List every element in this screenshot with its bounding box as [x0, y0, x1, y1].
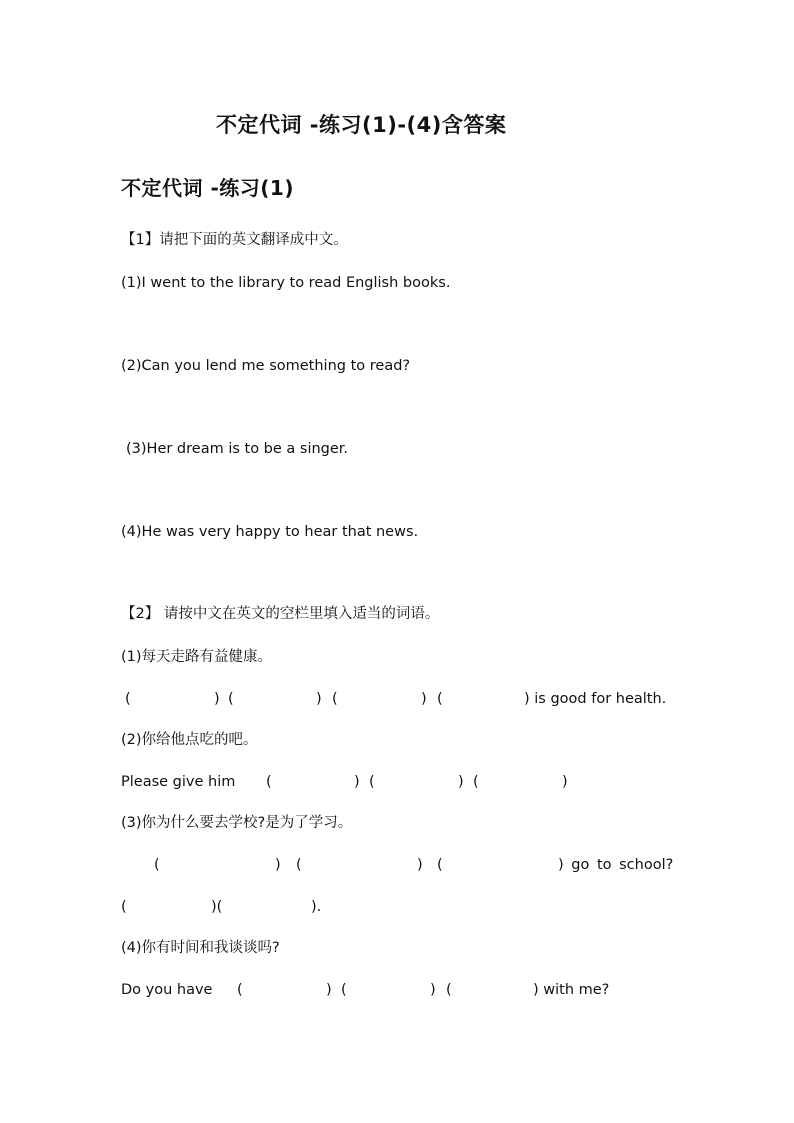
blank-close-paren: )	[421, 691, 427, 707]
q2-item-3-line2-end: ).	[311, 899, 322, 915]
q2-item-2-prefix: Please give him	[121, 774, 236, 790]
document-title: 不定代词 -练习(1)-(4)含答案	[216, 113, 507, 137]
blank-close-paren: )	[316, 691, 322, 707]
blank-open-paren: (	[473, 774, 479, 790]
blank-open-paren: (	[437, 857, 443, 873]
blank-open-paren: (	[237, 982, 243, 998]
blank-open-paren: (	[369, 774, 375, 790]
blank-open-paren: (	[341, 982, 347, 998]
blank-close-paren: )	[417, 857, 423, 873]
blank-close-paren: )	[275, 857, 281, 873]
section-subtitle: 不定代词 -练习(1)	[121, 176, 294, 200]
q2-item-4-chinese: (4)你有时间和我谈谈吗?	[121, 940, 280, 956]
blank-open-paren: (	[125, 691, 131, 707]
q2-item-3-chinese: (3)你为什么要去学校?是为了学习。	[121, 815, 353, 831]
q2-item-4-suffix: ) with me?	[533, 982, 610, 998]
blank-open-paren: (	[266, 774, 272, 790]
q2-item-1-suffix: ) is good for health.	[524, 691, 667, 707]
blank-open-paren: (	[121, 899, 127, 915]
blank-open-paren: (	[437, 691, 443, 707]
blank-close-paren: )	[354, 774, 360, 790]
blank-close-paren: )	[214, 691, 220, 707]
q1-item-3: (3)Her dream is to be a singer.	[126, 441, 349, 457]
q2-item-2-chinese: (2)你给他点吃的吧。	[121, 732, 258, 748]
blank-open-paren: (	[296, 857, 302, 873]
q2-item-4-prefix: Do you have	[121, 982, 213, 998]
blank-open-paren: (	[332, 691, 338, 707]
blank-open-paren: (	[446, 982, 452, 998]
question-2-heading: 【2】 请按中文在英文的空栏里填入适当的词语。	[121, 606, 440, 622]
blank-open-paren: (	[154, 857, 160, 873]
blank-close-paren: )	[430, 982, 436, 998]
q2-item-1-chinese: (1)每天走路有益健康。	[121, 649, 273, 665]
blank-close-paren-open-paren: )(	[211, 899, 223, 915]
blank-open-paren: (	[228, 691, 234, 707]
blank-close-paren: )	[562, 774, 568, 790]
question-1-heading: 【1】请把下面的英文翻译成中文。	[121, 232, 348, 248]
q1-item-1: (1)I went to the library to read English books.	[121, 275, 451, 291]
blank-close-paren: )	[326, 982, 332, 998]
blank-close-paren: )	[458, 774, 464, 790]
q2-item-3-suffix: ) go to school?	[558, 857, 674, 873]
q1-item-4: (4)He was very happy to hear that news.	[121, 524, 419, 540]
q1-item-2: (2)Can you lend me something to read?	[121, 358, 411, 374]
